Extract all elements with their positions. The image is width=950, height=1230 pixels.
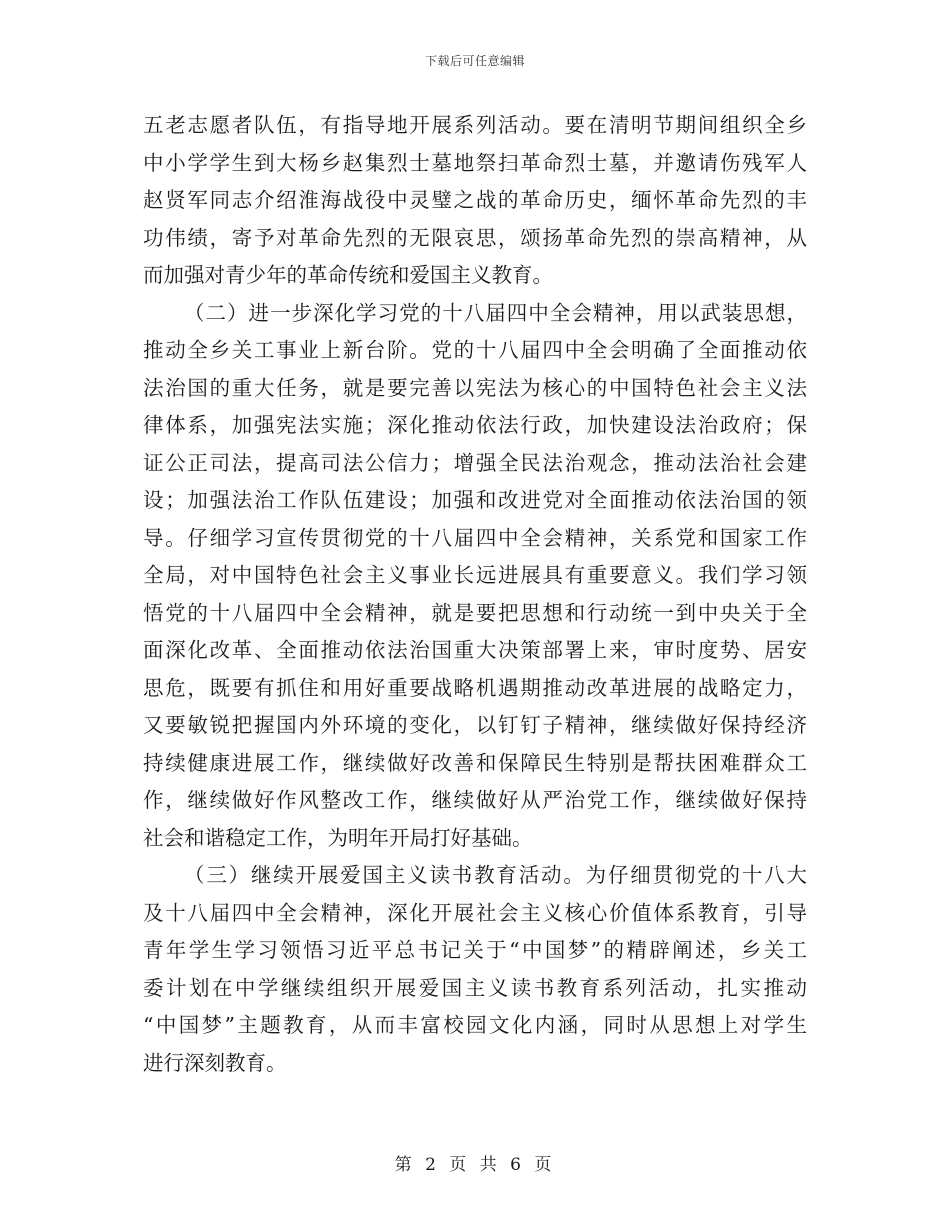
paragraph-line: 五老志愿者队伍，有指导地开展系列活动。要在清明节期间组织全乡 [143, 113, 807, 137]
body-text [143, 107, 807, 1082]
paragraph-line: 进行深刻教育。 [143, 1050, 287, 1075]
paragraph-line: 设；加强法治工作队伍建设；加强和改进党对全面推动依法治国的领 [143, 488, 807, 512]
paragraph-line: 及十八届四中全会精神，深化开展社会主义核心价值体系教育，引导 [143, 900, 807, 925]
paragraph-line: 推动全乡关工事业上新台阶。党的十八届四中全会明确了全面推动依 [143, 338, 807, 362]
paragraph-line: 委计划在中学继续组织开展爱国主义读书教育系列活动，扎实推动 [143, 975, 807, 1000]
paragraph-line: 功伟绩，寄予对革命先烈的无限哀思，颂扬革命先烈的崇高精神，从 [143, 225, 807, 250]
paragraph-line: 法治国的重大任务，就是要完善以宪法为核心的中国特色社会主义法 [143, 375, 807, 400]
paragraph-line: 律体系，加强宪法实施；深化推动依法行政，加快建设法治政府；保 [143, 413, 807, 437]
paragraph-line: 导。仔细学习宣传贯彻党的十八届四中全会精神，关系党和国家工作 [143, 525, 807, 550]
page-header: 下载后可任意编辑 [424, 54, 525, 68]
paragraph-line: 作，继续做好作风整改工作，继续做好从严治党工作，继续做好保持 [143, 788, 807, 812]
paragraph-line: “中国梦”主题教育，从而丰富校园文化内涵，同时从思想上对学生 [143, 1013, 807, 1037]
paragraph-line: 社会和谐稳定工作，为明年开局打好基础。 [143, 825, 533, 850]
paragraph-line: 证公正司法，提高司法公信力；增强全民法治观念，推动法治社会建 [143, 450, 807, 475]
paragraph-line: 持续健康进展工作，继续做好改善和保障民生特别是帮扶困难群众工 [143, 750, 807, 775]
paragraph-line: 全局，对中国特色社会主义事业长远进展具有重要意义。我们学习领 [143, 563, 807, 587]
paragraph-line: 思危，既要有抓住和用好重要战略机遇期推动改革进展的战略定力， [143, 675, 807, 700]
paragraph-line: 面深化改革、全面推动依法治国重大决策部署上来，审时度势、居安 [143, 638, 807, 662]
paragraph-line: 青年学生学习领悟习近平总书记关于“中国梦”的精辟阐述，乡关工 [143, 938, 807, 962]
paragraph-line: 悟党的十八届四中全会精神，就是要把思想和行动统一到中央关于全 [143, 600, 807, 625]
paragraph-line: 而加强对青少年的革命传统和爱国主义教育。 [143, 263, 553, 287]
paragraph-line: 中小学学生到大杨乡赵集烈士墓地祭扫革命烈士墓，并邀请伤残军人 [143, 150, 807, 175]
paragraph-line: （二）进一步深化学习党的十八届四中全会精神，用以武装思想， [184, 300, 807, 325]
paragraph-line: 赵贤军同志介绍淮海战役中灵璧之战的革命历史，缅怀革命先烈的丰 [143, 188, 807, 212]
paragraph-line: 又要敏锐把握国内外环境的变化，以钉钉子精神，继续做好保持经济 [143, 713, 807, 737]
paragraph-line: （三）继续开展爱国主义读书教育活动。为仔细贯彻党的十八大 [184, 863, 807, 887]
page-number-footer: 第 2 页 共 6 页 [394, 1155, 556, 1175]
